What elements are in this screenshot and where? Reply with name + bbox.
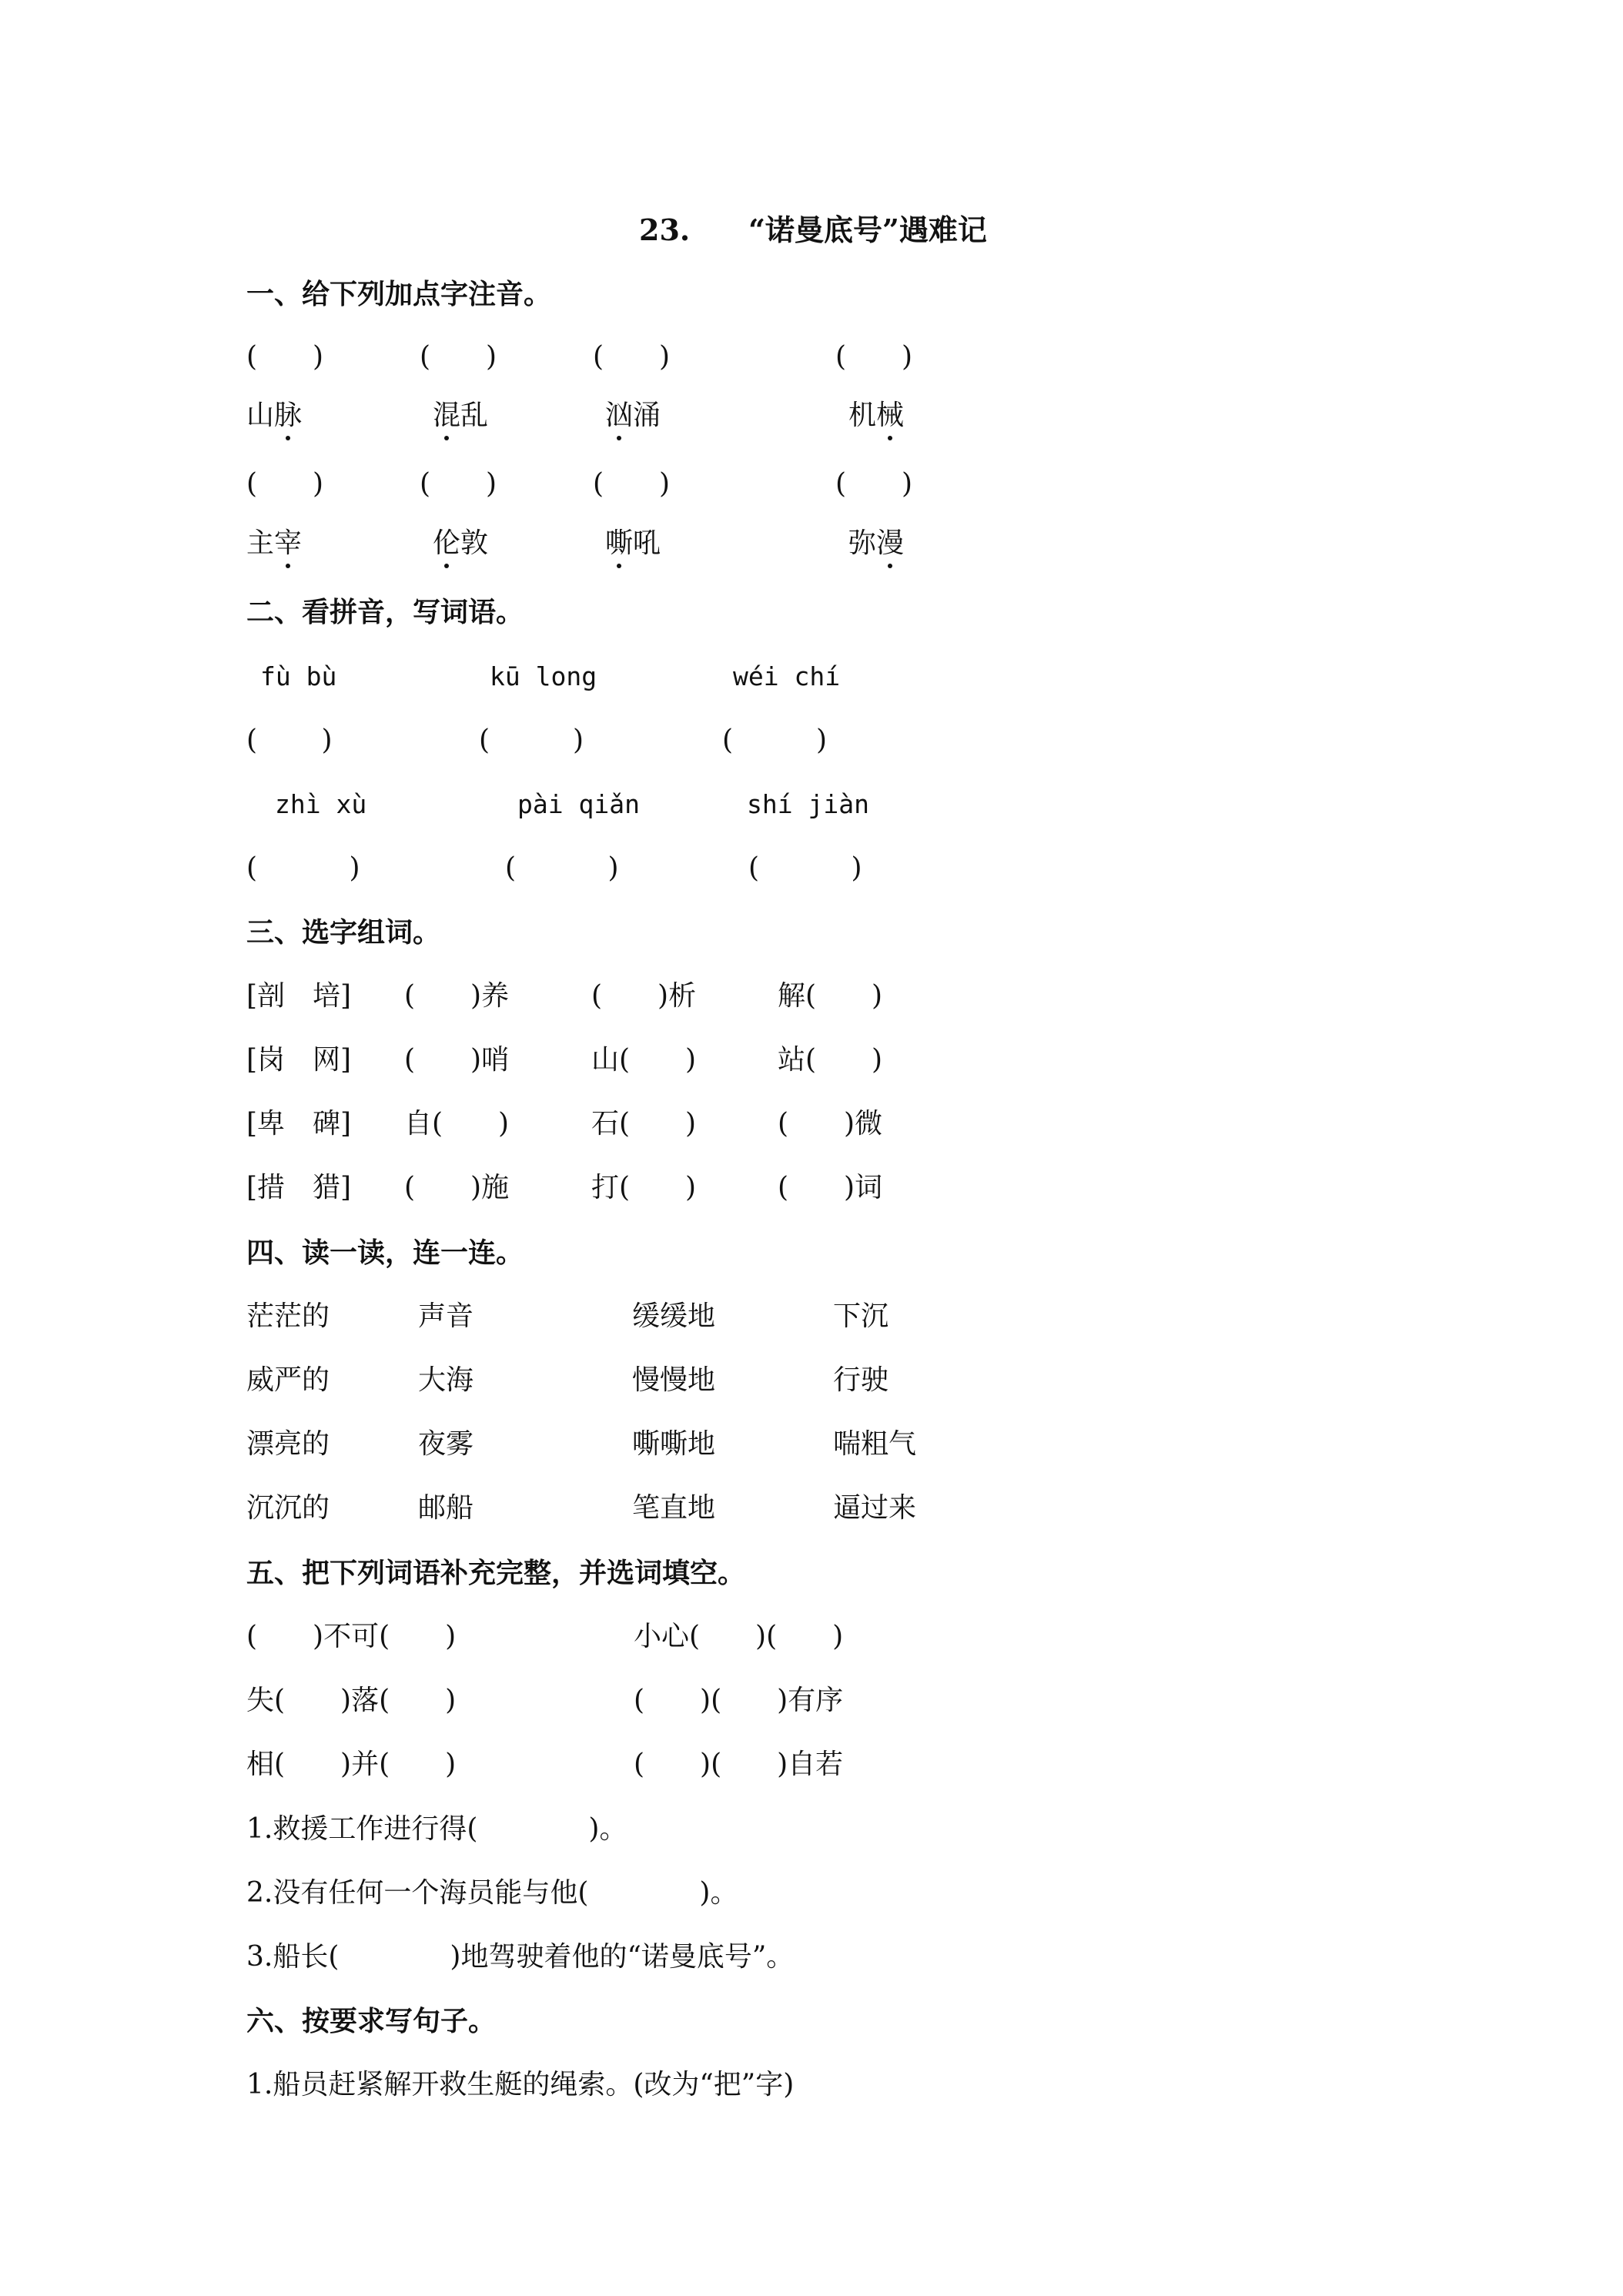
idiom-blank[interactable]: 相( )并( ) bbox=[246, 1749, 457, 1780]
match-word[interactable]: 茫茫的 bbox=[246, 1300, 330, 1332]
pinyin-blank[interactable]: ( ) bbox=[420, 468, 497, 500]
fill-blank[interactable]: ( )词 bbox=[778, 1172, 883, 1203]
pinyin-blank[interactable]: ( ) bbox=[246, 341, 324, 373]
fill-sentence[interactable]: 3.船长( )地驾驶着他的“诺曼底号”。 bbox=[246, 1941, 795, 1973]
fill-blank[interactable]: 自( ) bbox=[404, 1108, 510, 1140]
answer-blank[interactable]: ( ) bbox=[748, 852, 862, 884]
char-pair: [卑 碑] bbox=[246, 1108, 352, 1140]
fill-blank[interactable]: 解( ) bbox=[778, 980, 883, 1012]
match-word[interactable]: 邮船 bbox=[418, 1492, 474, 1524]
fill-blank[interactable]: ( )哨 bbox=[404, 1044, 510, 1076]
rewrite-sentence: 1.船员赶紧解开救生艇的绳索。(改为“把”字) bbox=[246, 2069, 795, 2100]
dotted-char: 漫 bbox=[876, 527, 905, 559]
char-pair: [措 猎] bbox=[246, 1172, 352, 1203]
section-3-heading: 三、选字组词。 bbox=[246, 916, 441, 949]
char-pair: [岗 网] bbox=[246, 1044, 352, 1076]
fill-sentence[interactable]: 1.救援工作进行得( )。 bbox=[246, 1813, 627, 1845]
idiom-blank[interactable]: 小心( )( ) bbox=[634, 1621, 844, 1652]
match-word[interactable]: 行驶 bbox=[833, 1364, 889, 1396]
pinyin-label: pài qiǎn bbox=[517, 789, 640, 819]
word-item: 山脉 bbox=[246, 400, 303, 431]
match-word[interactable]: 漂亮的 bbox=[246, 1428, 330, 1460]
pinyin-blank[interactable]: ( ) bbox=[593, 341, 671, 373]
word-item: 主宰 bbox=[246, 527, 303, 559]
word-item: 弥漫 bbox=[848, 527, 905, 559]
fill-blank[interactable]: 打( ) bbox=[591, 1172, 697, 1203]
word-item: 嘶吼 bbox=[605, 527, 661, 559]
answer-blank[interactable]: ( ) bbox=[246, 725, 333, 756]
pinyin-blank[interactable]: ( ) bbox=[246, 468, 324, 500]
section-5-heading: 五、把下列词语补充完整，并选词填空。 bbox=[246, 1557, 746, 1589]
fill-sentence[interactable]: 2.没有任何一个海员能与他( )。 bbox=[246, 1877, 738, 1909]
fill-blank[interactable]: ( )养 bbox=[404, 980, 510, 1012]
match-word[interactable]: 沉沉的 bbox=[246, 1492, 330, 1524]
match-word[interactable]: 笔直地 bbox=[632, 1492, 716, 1524]
fill-blank[interactable]: 山( ) bbox=[591, 1044, 697, 1076]
idiom-blank[interactable]: ( )不可( ) bbox=[246, 1621, 457, 1652]
answer-blank[interactable]: ( ) bbox=[722, 725, 828, 756]
pinyin-label: shí jiàn bbox=[747, 789, 869, 819]
fill-blank[interactable]: 石( ) bbox=[591, 1108, 697, 1140]
dotted-char: 汹 bbox=[605, 400, 634, 431]
answer-blank[interactable]: ( ) bbox=[505, 852, 619, 884]
answer-blank[interactable]: ( ) bbox=[479, 725, 584, 756]
word-item: 混乱 bbox=[433, 400, 489, 431]
char-pair: [剖 培] bbox=[246, 980, 352, 1012]
match-word[interactable]: 慢慢地 bbox=[632, 1364, 716, 1396]
section-2-heading: 二、看拼音，写词语。 bbox=[246, 596, 524, 628]
word-item: 伦敦 bbox=[433, 527, 489, 559]
section-4-heading: 四、读一读，连一连。 bbox=[246, 1237, 524, 1269]
dotted-char: 械 bbox=[876, 400, 905, 431]
dotted-char: 嘶 bbox=[605, 527, 634, 559]
pinyin-blank[interactable]: ( ) bbox=[835, 341, 913, 373]
idiom-blank[interactable]: ( )( )自若 bbox=[634, 1749, 844, 1780]
pinyin-label: zhì xù bbox=[275, 789, 367, 819]
section-6-heading: 六、按要求写句子。 bbox=[246, 2005, 497, 2037]
page-title: 23. “诺曼底号”遇难记 bbox=[639, 213, 987, 247]
pinyin-blank[interactable]: ( ) bbox=[420, 341, 497, 373]
match-word[interactable]: 夜雾 bbox=[418, 1428, 474, 1460]
answer-blank[interactable]: ( ) bbox=[246, 852, 360, 884]
dotted-char: 混 bbox=[433, 400, 461, 431]
fill-blank[interactable]: 站( ) bbox=[778, 1044, 883, 1076]
match-word[interactable]: 大海 bbox=[418, 1364, 474, 1396]
match-word[interactable]: 缓缓地 bbox=[632, 1300, 716, 1332]
match-word[interactable]: 嘶嘶地 bbox=[632, 1428, 716, 1460]
match-word[interactable]: 逼过来 bbox=[833, 1492, 917, 1524]
pinyin-label: wéi chí bbox=[733, 661, 841, 691]
pinyin-blank[interactable]: ( ) bbox=[593, 468, 671, 500]
section-1-heading: 一、给下列加点字注音。 bbox=[246, 278, 552, 310]
pinyin-label: fù bù bbox=[260, 661, 337, 691]
idiom-blank[interactable]: 失( )落( ) bbox=[246, 1685, 457, 1716]
dotted-char: 宰 bbox=[274, 527, 303, 559]
fill-blank[interactable]: ( )微 bbox=[778, 1108, 883, 1140]
match-word[interactable]: 喘粗气 bbox=[833, 1428, 917, 1460]
fill-blank[interactable]: ( )施 bbox=[404, 1172, 510, 1203]
match-word[interactable]: 威严的 bbox=[246, 1364, 330, 1396]
dotted-char: 伦 bbox=[433, 527, 461, 559]
idiom-blank[interactable]: ( )( )有序 bbox=[634, 1685, 844, 1716]
match-word[interactable]: 声音 bbox=[418, 1300, 474, 1332]
dotted-char: 脉 bbox=[274, 400, 303, 431]
fill-blank[interactable]: ( )析 bbox=[591, 980, 697, 1012]
pinyin-blank[interactable]: ( ) bbox=[835, 468, 913, 500]
match-word[interactable]: 下沉 bbox=[833, 1300, 889, 1332]
pinyin-label: kū long bbox=[490, 661, 597, 691]
word-item: 机械 bbox=[848, 400, 905, 431]
word-item: 汹涌 bbox=[605, 400, 661, 431]
